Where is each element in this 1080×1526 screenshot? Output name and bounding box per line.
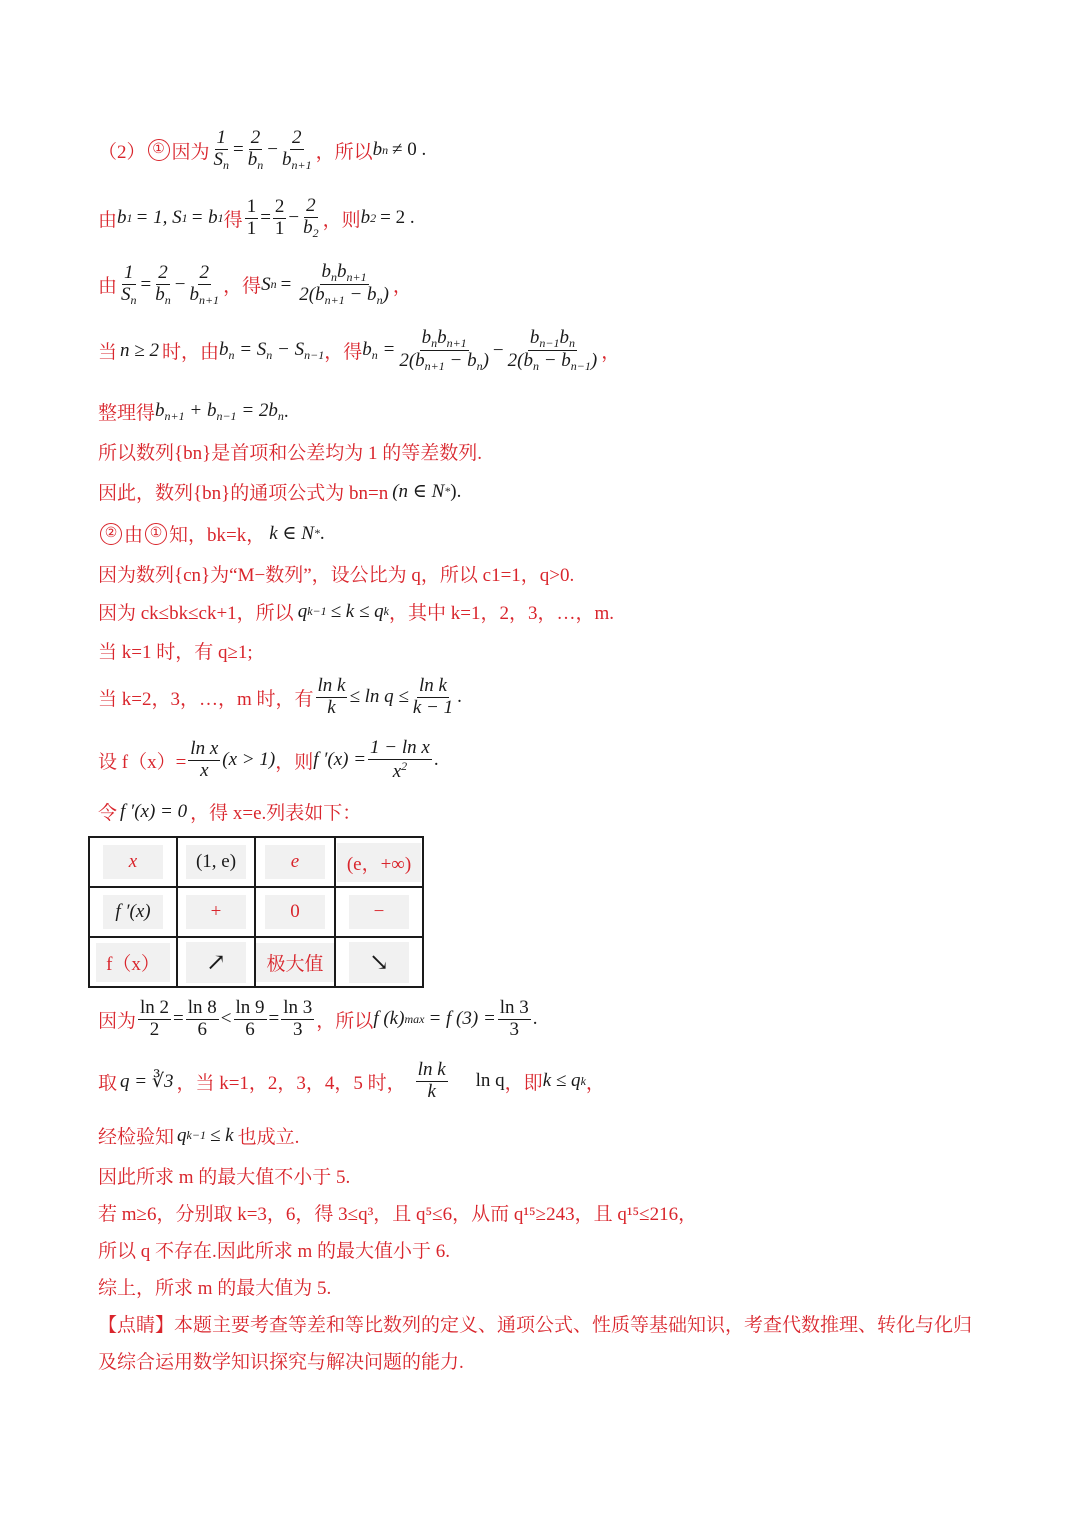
fraction: $\frac{\ln 3}{3}$ [499, 997, 529, 1040]
line-14 [98, 798, 361, 825]
text: ，所以 [315, 141, 373, 163]
math: ≠ 0 . [392, 139, 427, 161]
text: . [283, 400, 289, 422]
fraction: $\frac{\text{1 − ln x}}{x^2}$ [370, 737, 430, 782]
fraction: $\frac{\text{ln k}}{k - 1}$ [412, 675, 454, 718]
fraction: $\frac{\ln 9}{6}$ [235, 997, 265, 1040]
text: 时，由 [161, 342, 219, 364]
math: f ′(x) = 0 [120, 800, 188, 822]
math: ≤ ln q ≤ [349, 686, 409, 708]
math: b [360, 207, 371, 229]
fraction: $\frac{2}{b_n}$ [247, 127, 264, 172]
table-cell: e [265, 845, 325, 879]
table-cell: f（x） [96, 943, 170, 982]
text: ， [392, 276, 412, 298]
fraction: $\frac{1}{S_n}$ [121, 261, 137, 307]
line-1: （2） ① 因为 $\frac{1}{S_n}$ = $\frac{2}{b_n}$ − $\frac{2}{b_{n+1}}$ ，所以 b n ≠ 0 . [98, 127, 427, 172]
circled-2-icon: ② [100, 523, 122, 545]
text: 也成立. [237, 1127, 300, 1148]
text: ，得 [324, 342, 363, 364]
math: = f (3) = [428, 1008, 496, 1030]
arrow-up-right-icon: ↗ [186, 942, 246, 983]
math: k ≤ q [542, 1070, 581, 1092]
math: (x > 1) [222, 749, 276, 771]
text: ，所以 [316, 1010, 374, 1032]
line-20: 所以 q 不存在.因此所求 m 的最大值小于 6. [98, 1241, 451, 1262]
table-cell: − [349, 895, 409, 929]
text: 取 [98, 1072, 118, 1094]
text: 因为 [98, 1010, 137, 1032]
text: ，则 [275, 751, 314, 773]
text: 当 k=2，3，…，m 时，有 [98, 688, 314, 710]
text: 因为 [171, 141, 210, 163]
line-12 [98, 676, 462, 719]
fraction: $\frac{2}{b_2}$ [303, 195, 319, 240]
math: = 2 . [380, 207, 415, 229]
text: 整理得 [98, 403, 156, 424]
text: ，即 [504, 1072, 543, 1094]
text: 由 [98, 276, 118, 298]
math: f ′(x) = [313, 749, 367, 771]
text: 知，bk=k， [169, 525, 266, 546]
math: k ∈ N [269, 523, 314, 544]
line-8: ② 由 ① 知，bk=k， k ∈ N * . [98, 520, 325, 547]
math: $b_n = S_n - S_{n-1}$ [218, 338, 325, 362]
line-19: 若 m≥6，分别取 k=3，6，得 3≤q³，且 q⁵≤6，从而 q¹⁵≥243，且 q¹⁵≤216， [98, 1204, 698, 1225]
text: 设 f（x）= [98, 751, 187, 773]
line-21: 综上，所求 m 的最大值为 5. [98, 1278, 332, 1299]
math: f (k) [373, 1008, 405, 1030]
text: ， [585, 1072, 605, 1094]
table-row [89, 887, 423, 937]
fraction: $\frac{2}{b_{n+1}}$ [189, 261, 220, 307]
fraction: $\frac{2}{1}$ [274, 195, 285, 239]
text: 令 [98, 803, 118, 824]
line-3: 由 $\frac{1}{S_n}$ = $\frac{2}{b_n}$ − $\frac{2}{b_{n+1}}$ ，得 S n = $\frac{b_nb_{n+1}}{2(b_{n+1} - b_n)}$ ， [98, 261, 412, 308]
math: $b_{n+1} + b_{n-1} = 2b_n$ [155, 399, 284, 423]
text: . [433, 749, 439, 771]
line-13 [98, 738, 439, 783]
line-16: 取 q = ∛3 ，当 k=1，2，3，4，5 时， $\frac{\text{ln k}}{k}$ ln q ，即 k ≤ q k ， [98, 1059, 605, 1102]
math: n ≥ 2 [120, 339, 159, 361]
fraction: $\frac{2}{b_n}$ [155, 261, 171, 307]
fraction: $\frac{\text{ln k}}{k}$ [417, 1059, 446, 1102]
text: 经检验知 [98, 1127, 175, 1148]
line-6: 所以数列{bn}是首项和公差均为 1 的等差数列. [98, 443, 482, 464]
table-cell: (1, e) [186, 845, 246, 879]
table-cell: + [186, 895, 246, 929]
arrow-down-right-icon: ↘ [349, 942, 409, 983]
sign-table [88, 836, 424, 988]
circled-1-icon: ① [148, 139, 170, 161]
math: (n ∈ N [392, 481, 445, 502]
math: b [117, 207, 127, 229]
equals: = [233, 139, 244, 161]
text: ，则 [322, 209, 361, 231]
math: S [261, 273, 271, 295]
fraction: $\frac{\ln 3}{3}$ [283, 997, 313, 1040]
math: = 1, S [135, 207, 182, 229]
fraction: $\frac{1}{1}$ [246, 195, 257, 239]
table-cell: f ′(x) [103, 895, 163, 929]
fraction: $\frac{\text{ln x}}{x}$ [190, 738, 219, 781]
math: ≤ k ≤ q [330, 600, 384, 622]
line-23: 及综合运用数学知识探究与解决问题的能力. [98, 1352, 464, 1373]
table-cell: 极大值 [256, 943, 333, 982]
fraction: $\frac{b_{n-1}b_n}{2(b_n - b_{n-1})}$ [507, 327, 598, 374]
fraction: $\frac{2}{b_{n+1}}$ [281, 127, 312, 172]
line-5 [98, 398, 289, 425]
circled-1-icon: ① [145, 523, 167, 545]
text: 由 [124, 525, 144, 546]
fraction: $\frac{\ln 8}{6}$ [187, 997, 217, 1040]
math: q = ∛3 [120, 1070, 174, 1092]
math: q [177, 1124, 187, 1146]
text: ，当 k=1，2，3，4，5 时， [176, 1072, 406, 1094]
text: ， [601, 342, 621, 364]
fraction: $\frac{1}{S_n}$ [213, 127, 230, 172]
math: = [280, 273, 292, 295]
math: $b_n$ = [362, 338, 396, 362]
line-9: 因为数列{cn}为“M−数列”，设公比为 q，所以 c1=1，q>0. [98, 565, 575, 586]
text: 当 [98, 342, 118, 364]
text: ，得 x=e.列表如下： [190, 803, 362, 824]
math: ≤ k [209, 1124, 234, 1146]
fraction: $\frac{b_nb_{n+1}}{2(b_{n+1} - b_n)}$ [399, 327, 489, 374]
text: 得 [223, 209, 243, 231]
math: ln q [475, 1070, 505, 1092]
line-22: 【点睛】本题主要考查等差和等比数列的定义、通项公式、性质等基础知识，考查代数推理、转化与化归 [98, 1315, 973, 1336]
table-row [89, 937, 423, 987]
table-row [89, 837, 423, 887]
minus: − [267, 139, 278, 161]
table-cell: 0 [265, 895, 325, 929]
line-15: 因为 $\frac{\ln 2}{2}$ = $\frac{\ln 8}{6}$ < $\frac{\ln 9}{6}$ = $\frac{\ln 3}{3}$ ，所以 f (k) max = f (3) = $\frac{\ln 3}{3}$ . [98, 997, 538, 1040]
fraction: $\frac{\ln 2}{2}$ [140, 997, 170, 1040]
line-11: 当 k=1 时，有 q≥1; [98, 642, 253, 663]
math: b [372, 139, 383, 161]
table-cell: (e，+∞) [337, 843, 421, 882]
table-cell: x [103, 845, 163, 879]
text: 因为 ck≤bk≤ck+1，所以 [98, 603, 294, 624]
fraction: $\frac{b_nb_{n+1}}{2(b_{n+1} - b_n)}$ [299, 261, 389, 308]
text: ，其中 k=1，2，3，…，m. [389, 603, 614, 624]
line-18: 因此所求 m 的最大值不小于 5. [98, 1167, 351, 1188]
fraction: $\frac{\text{ln k}}{k}$ [317, 675, 346, 718]
text: . [532, 1008, 538, 1030]
line-2: 由 b 1 = 1, S 1 = b 1 得 $\frac{1}{1}$ = $\frac{2}{1}$ − $\frac{2}{b_2}$ ，则 b 2 = 2 . [98, 195, 415, 240]
line-4: 当 n ≥ 2 时，由 $b_n = S_n - S_{n-1}$ ，得 $b_n$ = $\frac{b_nb_{n+1}}{2(b_{n+1} - b_n)}$ − $\frac{b_{n-1}b_n}{2(b_n - b_{n-1})}$ ， [98, 327, 621, 374]
line-10: 因为 ck≤bk≤ck+1，所以 q k−1 ≤ k ≤ q k ，其中 k=1，2，3，…，m. [98, 598, 614, 625]
math: q [297, 600, 308, 622]
text: 由 [98, 209, 118, 231]
part-label: （2） [98, 141, 146, 163]
text: . [457, 686, 462, 708]
text: 因此，数列{bn}的通项公式为 bn=n [98, 483, 389, 504]
line-7: 因此，数列{bn}的通项公式为 bn=n (n ∈ N * ). [98, 478, 461, 505]
math: = b [190, 207, 218, 229]
line-17: 经检验知 q k−1 ≤ k 也成立. [98, 1122, 299, 1149]
text: ，得 [223, 276, 262, 298]
